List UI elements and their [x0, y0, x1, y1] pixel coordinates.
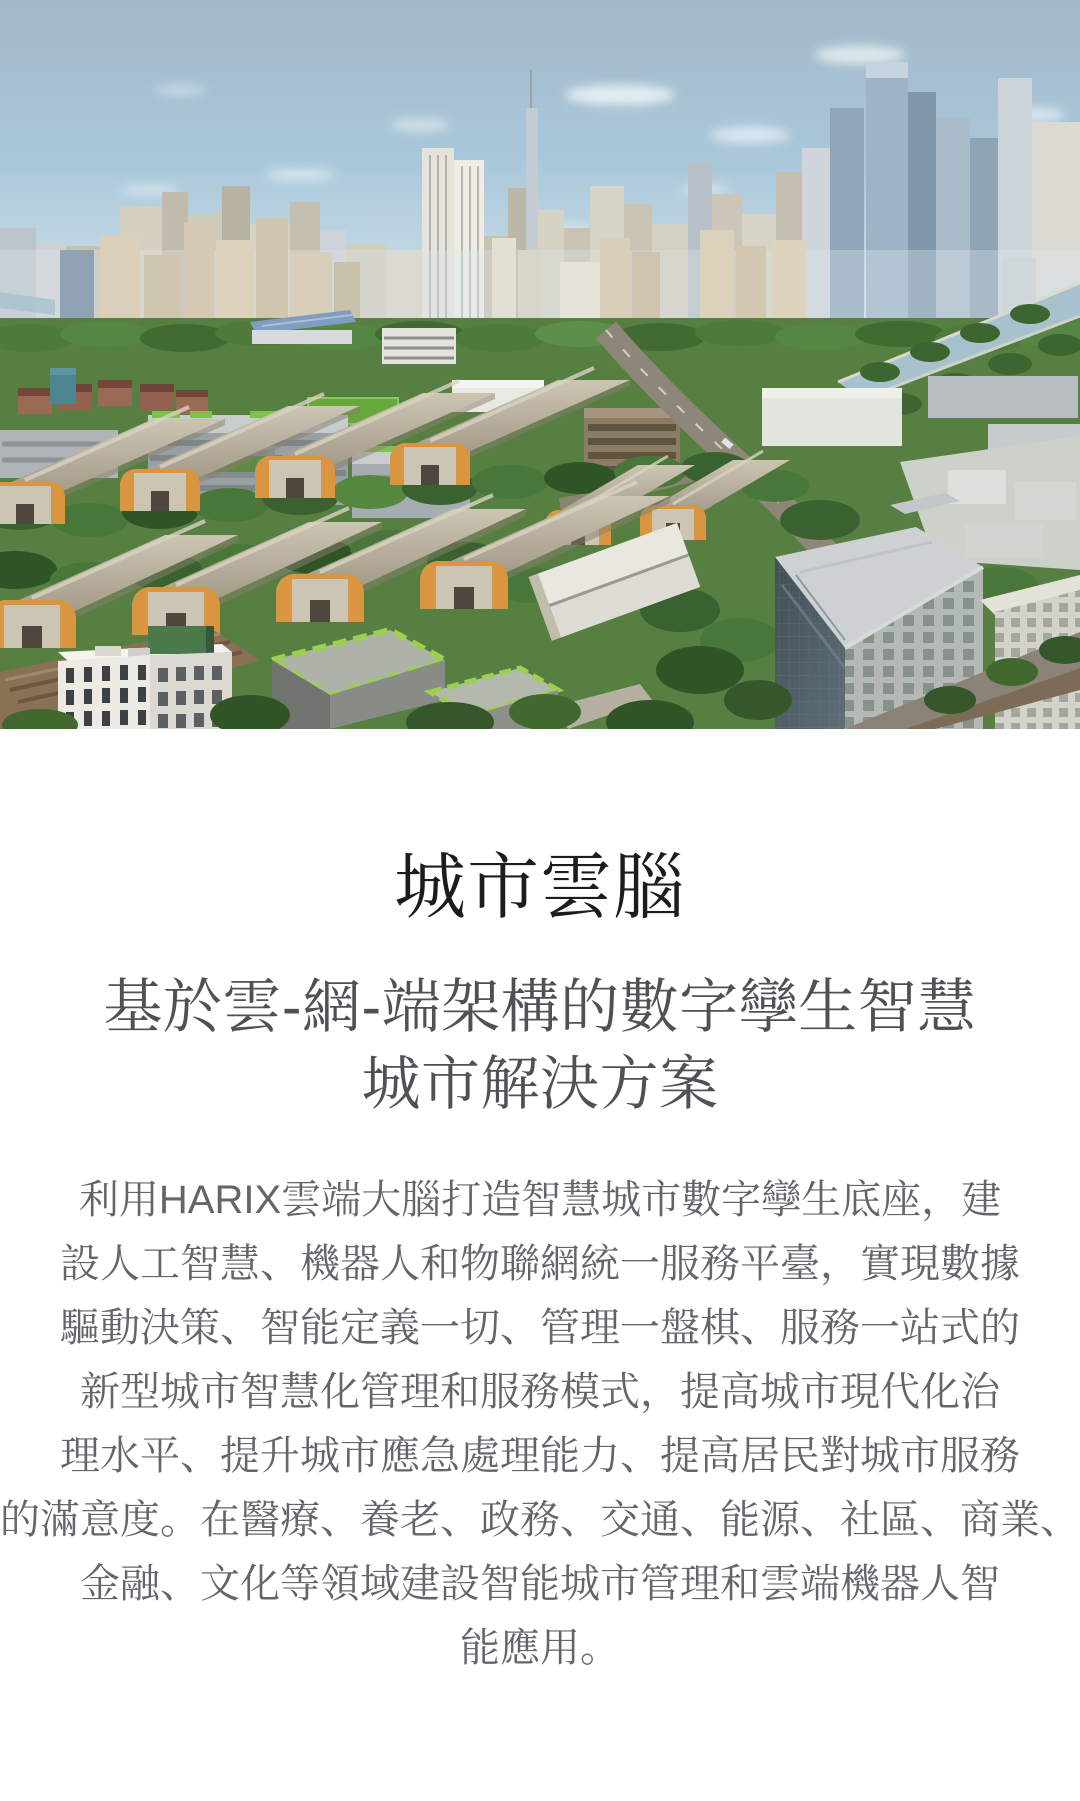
hero-city-illustration — [0, 0, 1080, 729]
subtitle-line: 基於雲-網-端架構的數字孿生智慧 — [103, 974, 977, 1040]
paragraph-line: 理水平、提升城市應急處理能力、提高居民對城市服務 — [60, 1434, 1020, 1479]
paragraph-line: 能應用。 — [460, 1626, 620, 1671]
hero-city-image — [0, 0, 1080, 729]
paragraph-line: 金融、文化等領域建設智能城市管理和雲端機器人智 — [80, 1562, 1000, 1607]
paragraph-line: 設人工智慧、機器人和物聯網統一服務平臺，實現數據 — [60, 1242, 1020, 1287]
paragraph-line: 新型城市智慧化管理和服務模式，提高城市現代化治 — [80, 1370, 1000, 1415]
subtitle-line: 城市解決方案 — [361, 1050, 719, 1117]
paragraph-line: 的滿意度。在醫療、養老、政務、交通、能源、社區、商業、 — [0, 1498, 1080, 1543]
paragraph-line: 利用HARIX雲端大腦打造智慧城市數字孿生底座，建 — [78, 1178, 1002, 1223]
cloud-brain-section — [0, 843, 1080, 1680]
page-title: 城市雲腦 — [393, 848, 686, 928]
intro-paragraph — [0, 1168, 1080, 1680]
page-subtitle — [0, 969, 1080, 1122]
paragraph-line: 驅動決策、智能定義一切、管理一盤棋、服務一站式的 — [60, 1306, 1020, 1351]
